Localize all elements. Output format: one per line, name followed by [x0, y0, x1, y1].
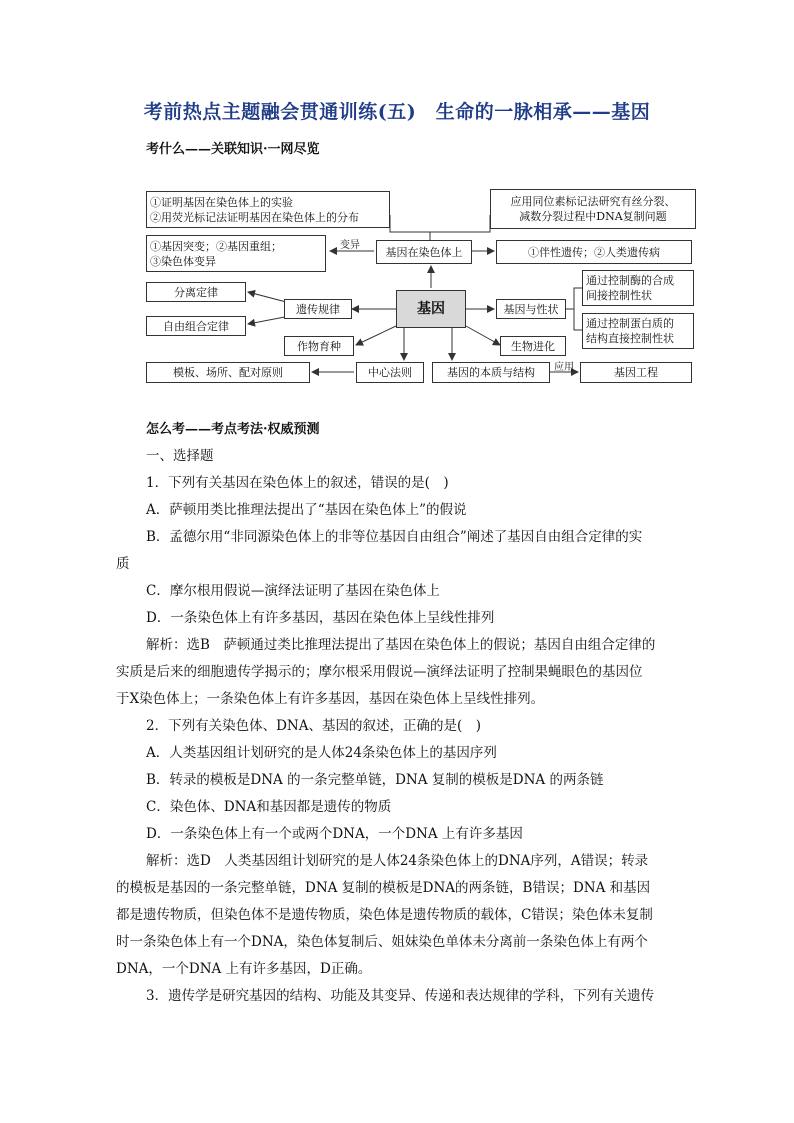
node-text-line: 应用同位素标记法研究有丝分裂、 [510, 195, 676, 208]
page-title: 考前热点主题融会贯通训练(五) 生命的一脉相承——基因 [143, 101, 651, 123]
node-text-line: ②用荧光标记法证明基因在染色体上的分布 [150, 210, 359, 224]
node-text-line: 结构直接控制性状 [586, 332, 674, 345]
q2-analysis-line1: 解析：选D 人类基因组计划研究的是人体24条染色体上的DNA序列，A错误；转录 [146, 853, 649, 869]
q2-analysis-line5: DNA，一个DNA 上有许多基因，D正确。 [116, 961, 372, 977]
node-enzyme-control [582, 270, 694, 306]
node-gene-nature: 基因的本质与结构 [432, 362, 550, 383]
node-crop-breeding: 作物育种 [284, 336, 354, 356]
node-gene-on-chromosome: 基因在染色体上 [376, 240, 472, 264]
q1-analysis-line1: 解析：选B 萨顿通过类比推理法提出了基因在染色体上的假说；基因自由组合定律的 [146, 637, 656, 653]
q1-option-b-line1: B．孟德尔用“非同源染色体上的非等位基因自由组合”阐述了基因自由组合定律的实 [146, 529, 643, 545]
node-protein-control [582, 313, 694, 349]
label-application: 应用 [554, 362, 574, 373]
q1-option-b-line2: 质 [116, 556, 130, 572]
node-free-combination: 自由组合定律 [146, 316, 246, 336]
connector-trait-enzyme [566, 288, 582, 309]
node-text-line: 减数分裂过程中DNA复制问题 [519, 210, 667, 223]
q2-analysis-line3: 都是遗传物质，但染色体不是遗传物质，染色体是遗传物质的载体，C错误；染色体未复制 [116, 907, 653, 923]
node-text-line: ③染色体变异 [150, 254, 216, 268]
node-gene-center: 基因 [396, 290, 466, 328]
node-text-line: 通过控制蛋白质的 [586, 317, 674, 330]
node-text-line: ①证明基因在染色体上的实验 [150, 195, 293, 209]
q1-option-d: D．一条染色体上有许多基因，基因在染色体上呈线性排列 [146, 610, 495, 626]
node-text-line: 通过控制酶的合成 [586, 274, 674, 287]
q3-stem: 3．遗传学是研究基因的结构、功能及其变异、传递和表达规律的学科，下列有关遗传 [146, 988, 655, 1004]
section-heading-how: 怎么考——考点考法·权威预测 [146, 422, 320, 437]
node-chromosome-experiments [146, 191, 390, 228]
node-gene-engineering: 基因工程 [580, 362, 692, 383]
q1-analysis-line3: 于X染色体上；一条染色体上有许多基因，基因在染色体上呈线性排列。 [116, 691, 545, 707]
q2-option-b: B．转录的模板是DNA 的一条完整单链，DNA 复制的模板是DNA 的两条链 [146, 772, 604, 788]
q1-option-a: A．萨顿用类比推理法提出了“基因在染色体上”的假说 [146, 502, 467, 518]
connector-gene-chrom-to-isotope [430, 215, 490, 240]
arrow-evolution [466, 326, 500, 345]
node-heredity-law: 遗传规律 [284, 299, 352, 319]
node-template: 模板、场所、配对原则 [146, 362, 310, 383]
section-heading-what: 考什么——关联知识·一网尽览 [146, 142, 320, 157]
arrow-breeding [356, 326, 396, 345]
node-central-dogma: 中心法则 [356, 362, 424, 383]
q1-option-c: C．摩尔根用假说—演绎法证明了基因在染色体上 [146, 583, 440, 599]
node-text-line: ①基因突变；②基因重组； [150, 239, 282, 253]
node-evolution: 生物进化 [500, 336, 566, 356]
node-segregation: 分离定律 [146, 282, 246, 302]
connector-trait-protein [574, 309, 582, 330]
q2-stem: 2．下列有关染色体、DNA、基因的叙述，正确的是( ) [146, 718, 482, 734]
q2-option-d: D．一条染色体上有一个或两个DNA，一个DNA 上有许多基因 [146, 826, 523, 842]
section-title-choice: 一、选择题 [146, 448, 214, 464]
node-text-line: 间接控制性状 [586, 289, 652, 302]
q2-option-a: A．人类基因组计划研究的是人体24条染色体上的基因序列 [146, 745, 497, 761]
node-variation-types [146, 235, 326, 272]
q1-analysis-line2: 实质是后来的细胞遗传学揭示的；摩尔根采用假说—演绎法证明了控制果蝇眼色的基因位 [116, 664, 643, 680]
q2-analysis-line2: 的模板是基因的一条完整单链，DNA 复制的模板是DNA的两条链，B错误；DNA 和基因 [116, 880, 651, 896]
q2-option-c: C．染色体、DNA和基因都是遗传的物质 [146, 799, 392, 815]
label-variation: 变异 [340, 240, 360, 251]
q1-stem: 1．下列有关基因在染色体上的叙述，错误的是( ) [146, 475, 449, 491]
node-isotope-labeling [490, 189, 696, 229]
node-sex-linked: ①伴性遗传；②人类遗传病 [496, 240, 692, 264]
connector-gene-chrom-to-experiments [390, 215, 430, 240]
q2-analysis-line4: 时一条染色体上有一个DNA，染色体复制后、姐妹染色单体未分离前一条染色体上有两个 [116, 934, 648, 950]
node-gene-trait: 基因与性状 [496, 299, 566, 319]
